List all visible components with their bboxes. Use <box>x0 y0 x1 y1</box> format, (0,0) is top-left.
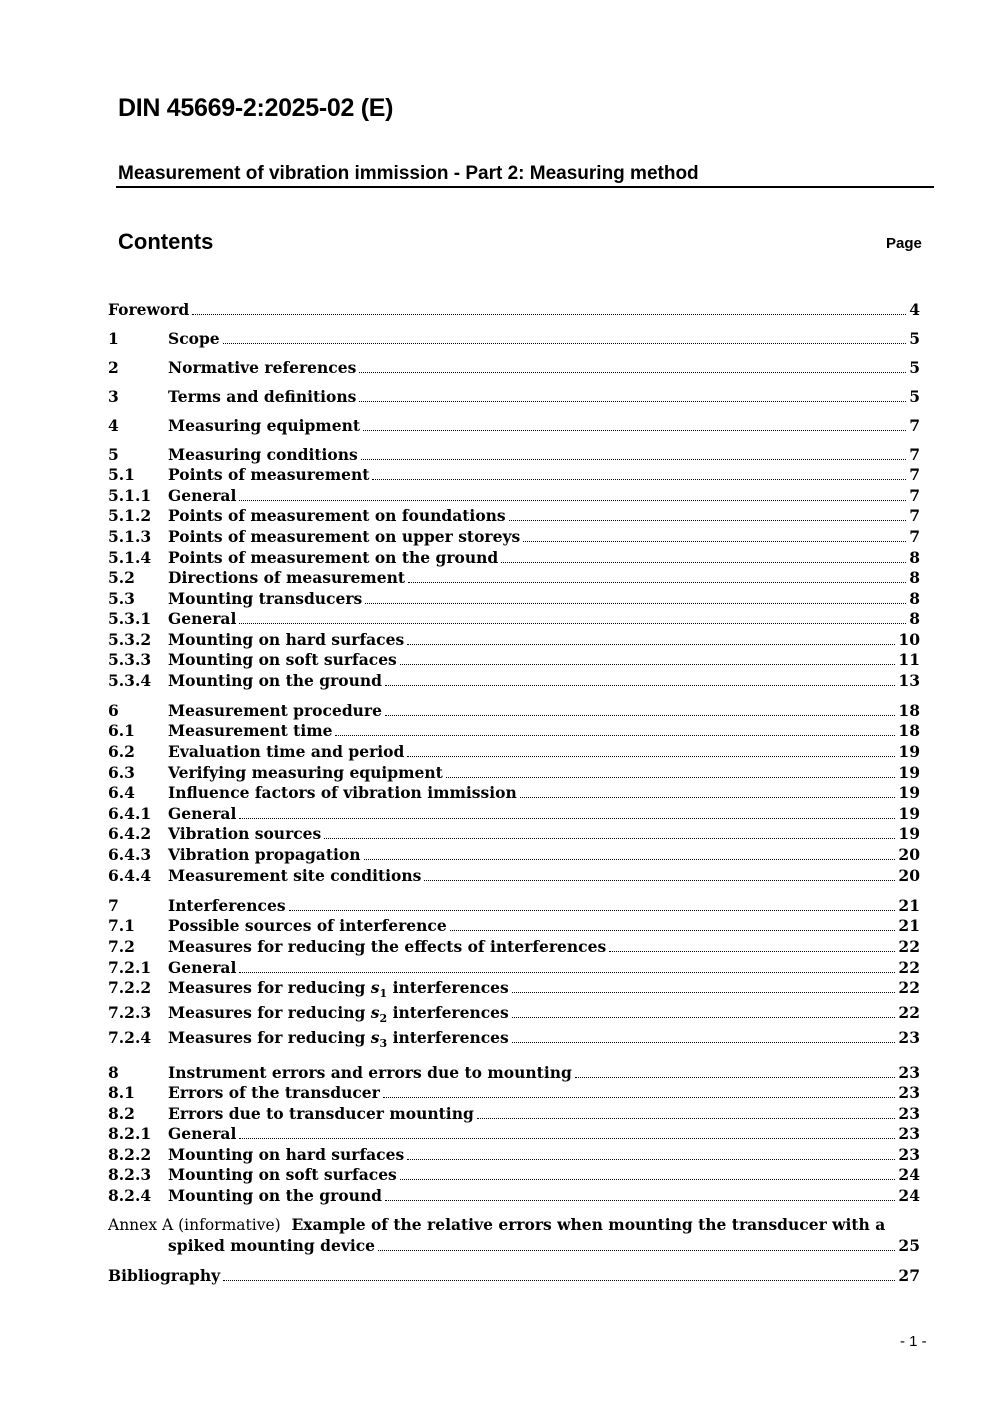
dot-leader <box>400 663 896 665</box>
toc-entry-number: 7.2 <box>108 937 135 956</box>
toc-entry-page: 19 <box>898 763 920 782</box>
toc-entry-title-text: Mounting on hard surfaces <box>168 630 405 649</box>
toc-entry-page: 7 <box>909 527 920 546</box>
toc-entry-title <box>168 701 382 721</box>
toc-entry-page: 7 <box>909 465 920 484</box>
annex-label: Annex A (informative) <box>108 1216 281 1234</box>
toc-entry[interactable] <box>108 1083 920 1103</box>
toc-entry-title <box>168 1145 404 1165</box>
toc-entry-title-text: Mounting on soft surfaces <box>168 650 397 669</box>
toc-entry-title-text: General <box>168 1124 237 1143</box>
toc-entry-title-text: General <box>168 958 237 977</box>
dot-leader <box>378 1249 895 1251</box>
toc-entry-page: 21 <box>898 896 920 915</box>
toc-entry-title <box>168 742 404 762</box>
toc-entry-title <box>168 1003 509 1025</box>
toc-entry-page: 5 <box>909 358 920 377</box>
toc-entry-title <box>168 824 321 844</box>
toc-entry[interactable] <box>108 630 920 650</box>
dot-leader <box>385 714 895 716</box>
dot-leader <box>192 313 906 315</box>
toc-annex-entry[interactable] <box>108 1215 885 1235</box>
document-id: DIN 45669-2:2025-02 (E) <box>118 94 394 122</box>
toc-entry-title-text: Possible sources of interference <box>168 916 447 935</box>
title-rule <box>116 186 934 188</box>
toc-entry[interactable] <box>108 1003 920 1023</box>
toc-entry[interactable] <box>108 721 920 741</box>
toc-entry-title <box>168 866 421 886</box>
dot-leader <box>609 950 895 952</box>
toc-entry[interactable] <box>108 300 920 320</box>
toc-entry-title-rest: interferences <box>392 1003 509 1022</box>
toc-entry[interactable] <box>108 742 920 762</box>
toc-entry-number: 8.2.2 <box>108 1145 152 1164</box>
toc-entry-title <box>168 1063 572 1083</box>
toc-entry[interactable] <box>108 589 920 609</box>
dot-leader <box>365 602 906 604</box>
toc-entry[interactable] <box>108 609 920 629</box>
toc-entry-title <box>168 1186 382 1206</box>
dot-leader <box>400 1178 896 1180</box>
dot-leader <box>383 1096 896 1098</box>
toc-entry-title-text: Measurement procedure <box>168 701 382 720</box>
toc-entry-number: 2 <box>108 358 119 377</box>
toc-entry-number: 7.2.1 <box>108 958 152 977</box>
toc-entry[interactable] <box>108 866 920 886</box>
dot-leader <box>324 837 895 839</box>
symbol-s: s <box>370 978 380 997</box>
toc-entry[interactable] <box>108 650 920 670</box>
dot-leader <box>239 622 906 624</box>
toc-entry-number: 6.4.1 <box>108 804 152 823</box>
toc-entry-title <box>168 937 606 957</box>
toc-entry-page: 7 <box>909 506 920 525</box>
toc-entry-page: 7 <box>909 416 920 435</box>
toc-entry[interactable] <box>108 506 920 526</box>
toc-entry-number: 3 <box>108 387 119 406</box>
toc-entry-title <box>168 630 404 650</box>
dot-leader <box>509 519 907 521</box>
toc-entry-title <box>168 671 382 691</box>
toc-entry-title-text: Mounting transducers <box>168 589 363 608</box>
toc-entry-number: 8.2.1 <box>108 1124 152 1143</box>
toc-entry-page: 22 <box>898 978 920 997</box>
toc-entry-number: 5.3.4 <box>108 671 152 690</box>
toc-entry-title-text: Mounting on soft surfaces <box>168 1165 397 1184</box>
toc-entry-title-text: Mounting on the ground <box>168 1186 382 1205</box>
toc-entry-title-text: Measures for reducing <box>168 978 366 997</box>
toc-entry[interactable] <box>108 1063 920 1083</box>
toc-entry[interactable] <box>108 671 920 691</box>
toc-entry-page: 19 <box>898 783 920 802</box>
toc-entry-title <box>168 763 443 783</box>
dot-leader <box>364 858 896 860</box>
toc-entry-title <box>168 1104 474 1124</box>
dot-leader <box>407 1158 895 1160</box>
toc-entry-page: 23 <box>898 1083 920 1102</box>
toc-entry[interactable] <box>108 916 920 936</box>
toc-entry-number: 8.2.3 <box>108 1165 152 1184</box>
symbol-s: s <box>370 1003 380 1022</box>
dot-leader <box>450 929 896 931</box>
toc-entry-title <box>168 609 236 629</box>
toc-entry[interactable] <box>108 1028 920 1048</box>
dot-leader <box>372 478 906 480</box>
dot-leader <box>239 1137 895 1139</box>
toc-bibliography-entry[interactable] <box>108 1266 920 1286</box>
toc-entry-title-text: Normative references <box>168 358 357 377</box>
toc-entry-page: 5 <box>909 329 920 348</box>
toc-entry-title-text: Mounting on the ground <box>168 671 382 690</box>
toc-entry-title <box>168 416 360 436</box>
toc-entry-title <box>168 721 332 741</box>
symbol-subscript: 1 <box>379 987 388 1000</box>
symbol-s: s <box>370 1028 380 1047</box>
toc-entry-title <box>168 1028 509 1050</box>
toc-entry-title <box>168 896 286 916</box>
symbol-subscript: 2 <box>379 1012 388 1025</box>
toc-entry-title-text: Measures for reducing <box>168 1028 366 1047</box>
toc-entry-title <box>168 1165 397 1185</box>
toc-entry-number: 8.2.4 <box>108 1186 152 1205</box>
dot-leader <box>520 796 896 798</box>
toc-entry-title <box>168 589 362 609</box>
dot-leader <box>512 1041 896 1043</box>
page-column-label: Page <box>886 235 922 252</box>
toc-entry-number: 5.1 <box>108 465 135 484</box>
toc-entry-page: 22 <box>898 937 920 956</box>
toc-entry[interactable] <box>108 329 920 349</box>
dot-leader <box>407 755 895 757</box>
toc-entry-number: 5.3 <box>108 589 135 608</box>
toc-entry-page: 27 <box>898 1266 920 1285</box>
toc-entry[interactable] <box>108 1145 920 1165</box>
toc-entry[interactable] <box>108 1104 920 1124</box>
toc-entry-title <box>168 1124 236 1144</box>
toc-entry-title-text: Vibration sources <box>168 824 322 843</box>
toc-entry[interactable] <box>108 824 920 844</box>
toc-entry-number: 6.2 <box>108 742 135 761</box>
toc-entry-page: 19 <box>898 824 920 843</box>
toc-entry[interactable] <box>108 701 920 721</box>
dot-leader <box>359 371 906 373</box>
dot-leader <box>239 971 895 973</box>
toc-entry-page: 18 <box>898 721 920 740</box>
toc-entry[interactable] <box>108 1124 920 1144</box>
toc-entry-title-text: Errors due to transducer mounting <box>168 1104 474 1123</box>
toc-entry-page: 11 <box>898 650 920 669</box>
dot-leader <box>223 342 907 344</box>
toc-entry-number: 6 <box>108 701 119 720</box>
toc-entry-title-text: Vibration propagation <box>168 845 361 864</box>
toc-entry-number: 5.3.1 <box>108 609 152 628</box>
toc-entry-page: 8 <box>909 568 920 587</box>
toc-entry-title-text: General <box>168 609 237 628</box>
toc-entry[interactable] <box>108 1165 920 1185</box>
dot-leader <box>239 499 906 501</box>
toc-entry-title-rest: interferences <box>392 978 509 997</box>
dot-leader <box>385 1199 895 1201</box>
toc-entry-page: 18 <box>898 701 920 720</box>
dot-leader <box>512 1016 896 1018</box>
toc-entry[interactable] <box>108 1186 920 1206</box>
dot-leader <box>335 734 895 736</box>
toc-entry-title-text: General <box>168 486 237 505</box>
toc-entry-page: 24 <box>898 1186 920 1205</box>
toc-entry-number: 6.4.2 <box>108 824 152 843</box>
toc-entry[interactable] <box>108 548 920 568</box>
dot-leader <box>512 991 896 993</box>
toc-entry-page: 25 <box>898 1236 920 1255</box>
dot-leader <box>408 581 906 583</box>
toc-entry[interactable] <box>108 568 920 588</box>
document-title: Measurement of vibration immission - Part 2: Measuring method <box>118 163 699 184</box>
toc-entry-title <box>168 804 236 824</box>
toc-entry[interactable] <box>108 845 920 865</box>
toc-entry-page: 19 <box>898 804 920 823</box>
toc-entry-page: 23 <box>898 1028 920 1047</box>
toc-entry-page: 4 <box>909 300 920 319</box>
toc-entry[interactable] <box>108 783 920 803</box>
toc-entry-number: 7.2.2 <box>108 978 152 997</box>
toc-entry-page: 5 <box>909 387 920 406</box>
toc-entry[interactable] <box>108 958 920 978</box>
toc-entry-number: 6.3 <box>108 763 135 782</box>
toc-entry-title <box>168 465 369 485</box>
toc-entry-page: 7 <box>909 445 920 464</box>
toc-entry-number: 7.2.4 <box>108 1028 152 1047</box>
toc-entry[interactable] <box>108 387 920 407</box>
dot-leader <box>424 879 895 881</box>
toc-entry[interactable] <box>108 978 920 998</box>
toc-entry-title-text: Points of measurement <box>168 465 370 484</box>
toc-entry-title-text: Evaluation time and period <box>168 742 405 761</box>
toc-entry-number: 7.1 <box>108 916 135 935</box>
dot-leader <box>223 1279 895 1281</box>
toc-entry-number: 8.1 <box>108 1083 135 1102</box>
toc-entry[interactable] <box>108 937 920 957</box>
toc-entry-title-text: Points of measurement on upper storeys <box>168 527 521 546</box>
toc-entry-number: 4 <box>108 416 119 435</box>
toc-entry-title-text: Errors of the transducer <box>168 1083 380 1102</box>
toc-entry-page: 23 <box>898 1104 920 1123</box>
annex-title-line1: Example of the relative errors when mounting the transducer with a <box>291 1215 886 1234</box>
toc-entry-number: 6.4.4 <box>108 866 152 885</box>
toc-entry-number: 5.1.2 <box>108 506 152 525</box>
toc-entry-page: 20 <box>898 866 920 885</box>
toc-entry-title-text: Scope <box>168 329 220 348</box>
toc-entry-title <box>168 845 361 865</box>
toc-entry-page: 23 <box>898 1124 920 1143</box>
dot-leader <box>359 400 906 402</box>
toc-entry-number: 6.1 <box>108 721 135 740</box>
toc-entry-title <box>168 358 356 378</box>
toc-entry-title <box>168 445 358 465</box>
toc-entry-number: 8 <box>108 1063 119 1082</box>
toc-entry-page: 22 <box>898 958 920 977</box>
toc-entry[interactable] <box>108 445 920 465</box>
toc-entry-title <box>168 548 498 568</box>
toc-entry-page: 23 <box>898 1063 920 1082</box>
annex-title-line2: spiked mounting device <box>168 1236 376 1255</box>
toc-annex-entry-cont[interactable] <box>108 1236 920 1256</box>
toc-entry-title <box>108 300 189 320</box>
toc-entry-page: 8 <box>909 589 920 608</box>
toc-entry-number: 5.1.1 <box>108 486 152 505</box>
toc-entry-number: 1 <box>108 329 119 348</box>
toc-entry[interactable] <box>108 527 920 547</box>
toc-entry-number: 7 <box>108 896 119 915</box>
toc-entry-page: 20 <box>898 845 920 864</box>
toc-entry-title <box>168 783 517 803</box>
toc-entry-title <box>168 387 356 407</box>
toc-entry-title <box>168 978 509 1000</box>
toc-entry-title <box>168 568 405 588</box>
toc-entry-page: 8 <box>909 609 920 628</box>
toc-entry-title-text: Measures for reducing <box>168 1003 366 1022</box>
dot-leader <box>239 817 895 819</box>
toc-entry[interactable] <box>108 804 920 824</box>
toc-entry-number: 5.1.3 <box>108 527 152 546</box>
dot-leader <box>385 684 895 686</box>
toc-entry-title <box>168 916 447 936</box>
toc-entry-title-text: Measurement time <box>168 721 333 740</box>
toc-entry-title-text: Mounting on hard surfaces <box>168 1145 405 1164</box>
toc-entry-title-text: Directions of measurement <box>168 568 405 587</box>
dot-leader <box>575 1076 896 1078</box>
toc-entry-title-text: General <box>168 804 237 823</box>
dot-leader <box>523 540 906 542</box>
toc-entry-title-text: Points of measurement on the ground <box>168 548 499 567</box>
contents-heading: Contents <box>118 229 214 254</box>
toc-entry-page: 21 <box>898 916 920 935</box>
toc-entry-title-text: Influence factors of vibration immission <box>168 783 517 802</box>
toc-entry-title <box>168 486 236 506</box>
toc-entry-page: 8 <box>909 548 920 567</box>
toc-entry-page: 23 <box>898 1145 920 1164</box>
toc-entry-title-rest: interferences <box>392 1028 509 1047</box>
toc-entry-number: 8.2 <box>108 1104 135 1123</box>
toc-entry-title-text: Verifying measuring equipment <box>168 763 443 782</box>
toc-entry-title-text: Interferences <box>168 896 286 915</box>
toc-entry-number: 5.1.4 <box>108 548 152 567</box>
toc-entry-number: 5 <box>108 445 119 464</box>
toc-entry-title-text: Instrument errors and errors due to mounting <box>168 1063 572 1082</box>
toc-entry-title-text: Measurement site conditions <box>168 866 422 885</box>
dot-leader <box>501 561 906 563</box>
toc-entry[interactable] <box>108 486 920 506</box>
toc-entry-number: 5.3.3 <box>108 650 152 669</box>
toc-entry-page: 24 <box>898 1165 920 1184</box>
toc-entry-page: 7 <box>909 486 920 505</box>
toc-entry-title <box>168 958 236 978</box>
toc-entry-title-text: Measuring equipment <box>168 416 361 435</box>
toc-entry[interactable] <box>108 358 920 378</box>
toc-entry-title <box>168 506 506 526</box>
toc-entry-title-text: Terms and definitions <box>168 387 357 406</box>
dot-leader <box>289 909 896 911</box>
page-number: - 1 - <box>900 1333 927 1350</box>
dot-leader <box>407 643 895 645</box>
toc-entry-number: 5.2 <box>108 568 135 587</box>
dot-leader <box>446 776 896 778</box>
dot-leader <box>477 1117 896 1119</box>
toc-entry-number: 6.4 <box>108 783 135 802</box>
toc-entry[interactable] <box>108 763 920 783</box>
toc-entry-number: 7.2.3 <box>108 1003 152 1022</box>
toc-entry-page: 13 <box>898 671 920 690</box>
toc-entry-title <box>168 329 220 349</box>
toc-entry-title-text: Foreword <box>108 300 190 319</box>
toc-entry-title-text: Points of measurement on foundations <box>168 506 506 525</box>
toc-entry-page: 10 <box>898 630 920 649</box>
toc-entry-title-text: Measures for reducing the effects of interferences <box>168 937 607 956</box>
toc-entry[interactable] <box>108 416 920 436</box>
toc-entry[interactable] <box>108 896 920 916</box>
toc-entry-number: 6.4.3 <box>108 845 152 864</box>
toc-entry-page: 19 <box>898 742 920 761</box>
toc-entry-title <box>168 1083 380 1103</box>
bibliography-label: Bibliography <box>108 1266 221 1285</box>
toc-entry-title <box>168 527 520 547</box>
toc-entry-title <box>168 650 397 670</box>
symbol-subscript: 3 <box>379 1037 388 1050</box>
dot-leader <box>363 429 906 431</box>
toc-entry-number: 5.3.2 <box>108 630 152 649</box>
dot-leader <box>361 458 906 460</box>
toc-entry-page: 22 <box>898 1003 920 1022</box>
toc-entry[interactable] <box>108 465 920 485</box>
toc-entry-title-text: Measuring conditions <box>168 445 358 464</box>
